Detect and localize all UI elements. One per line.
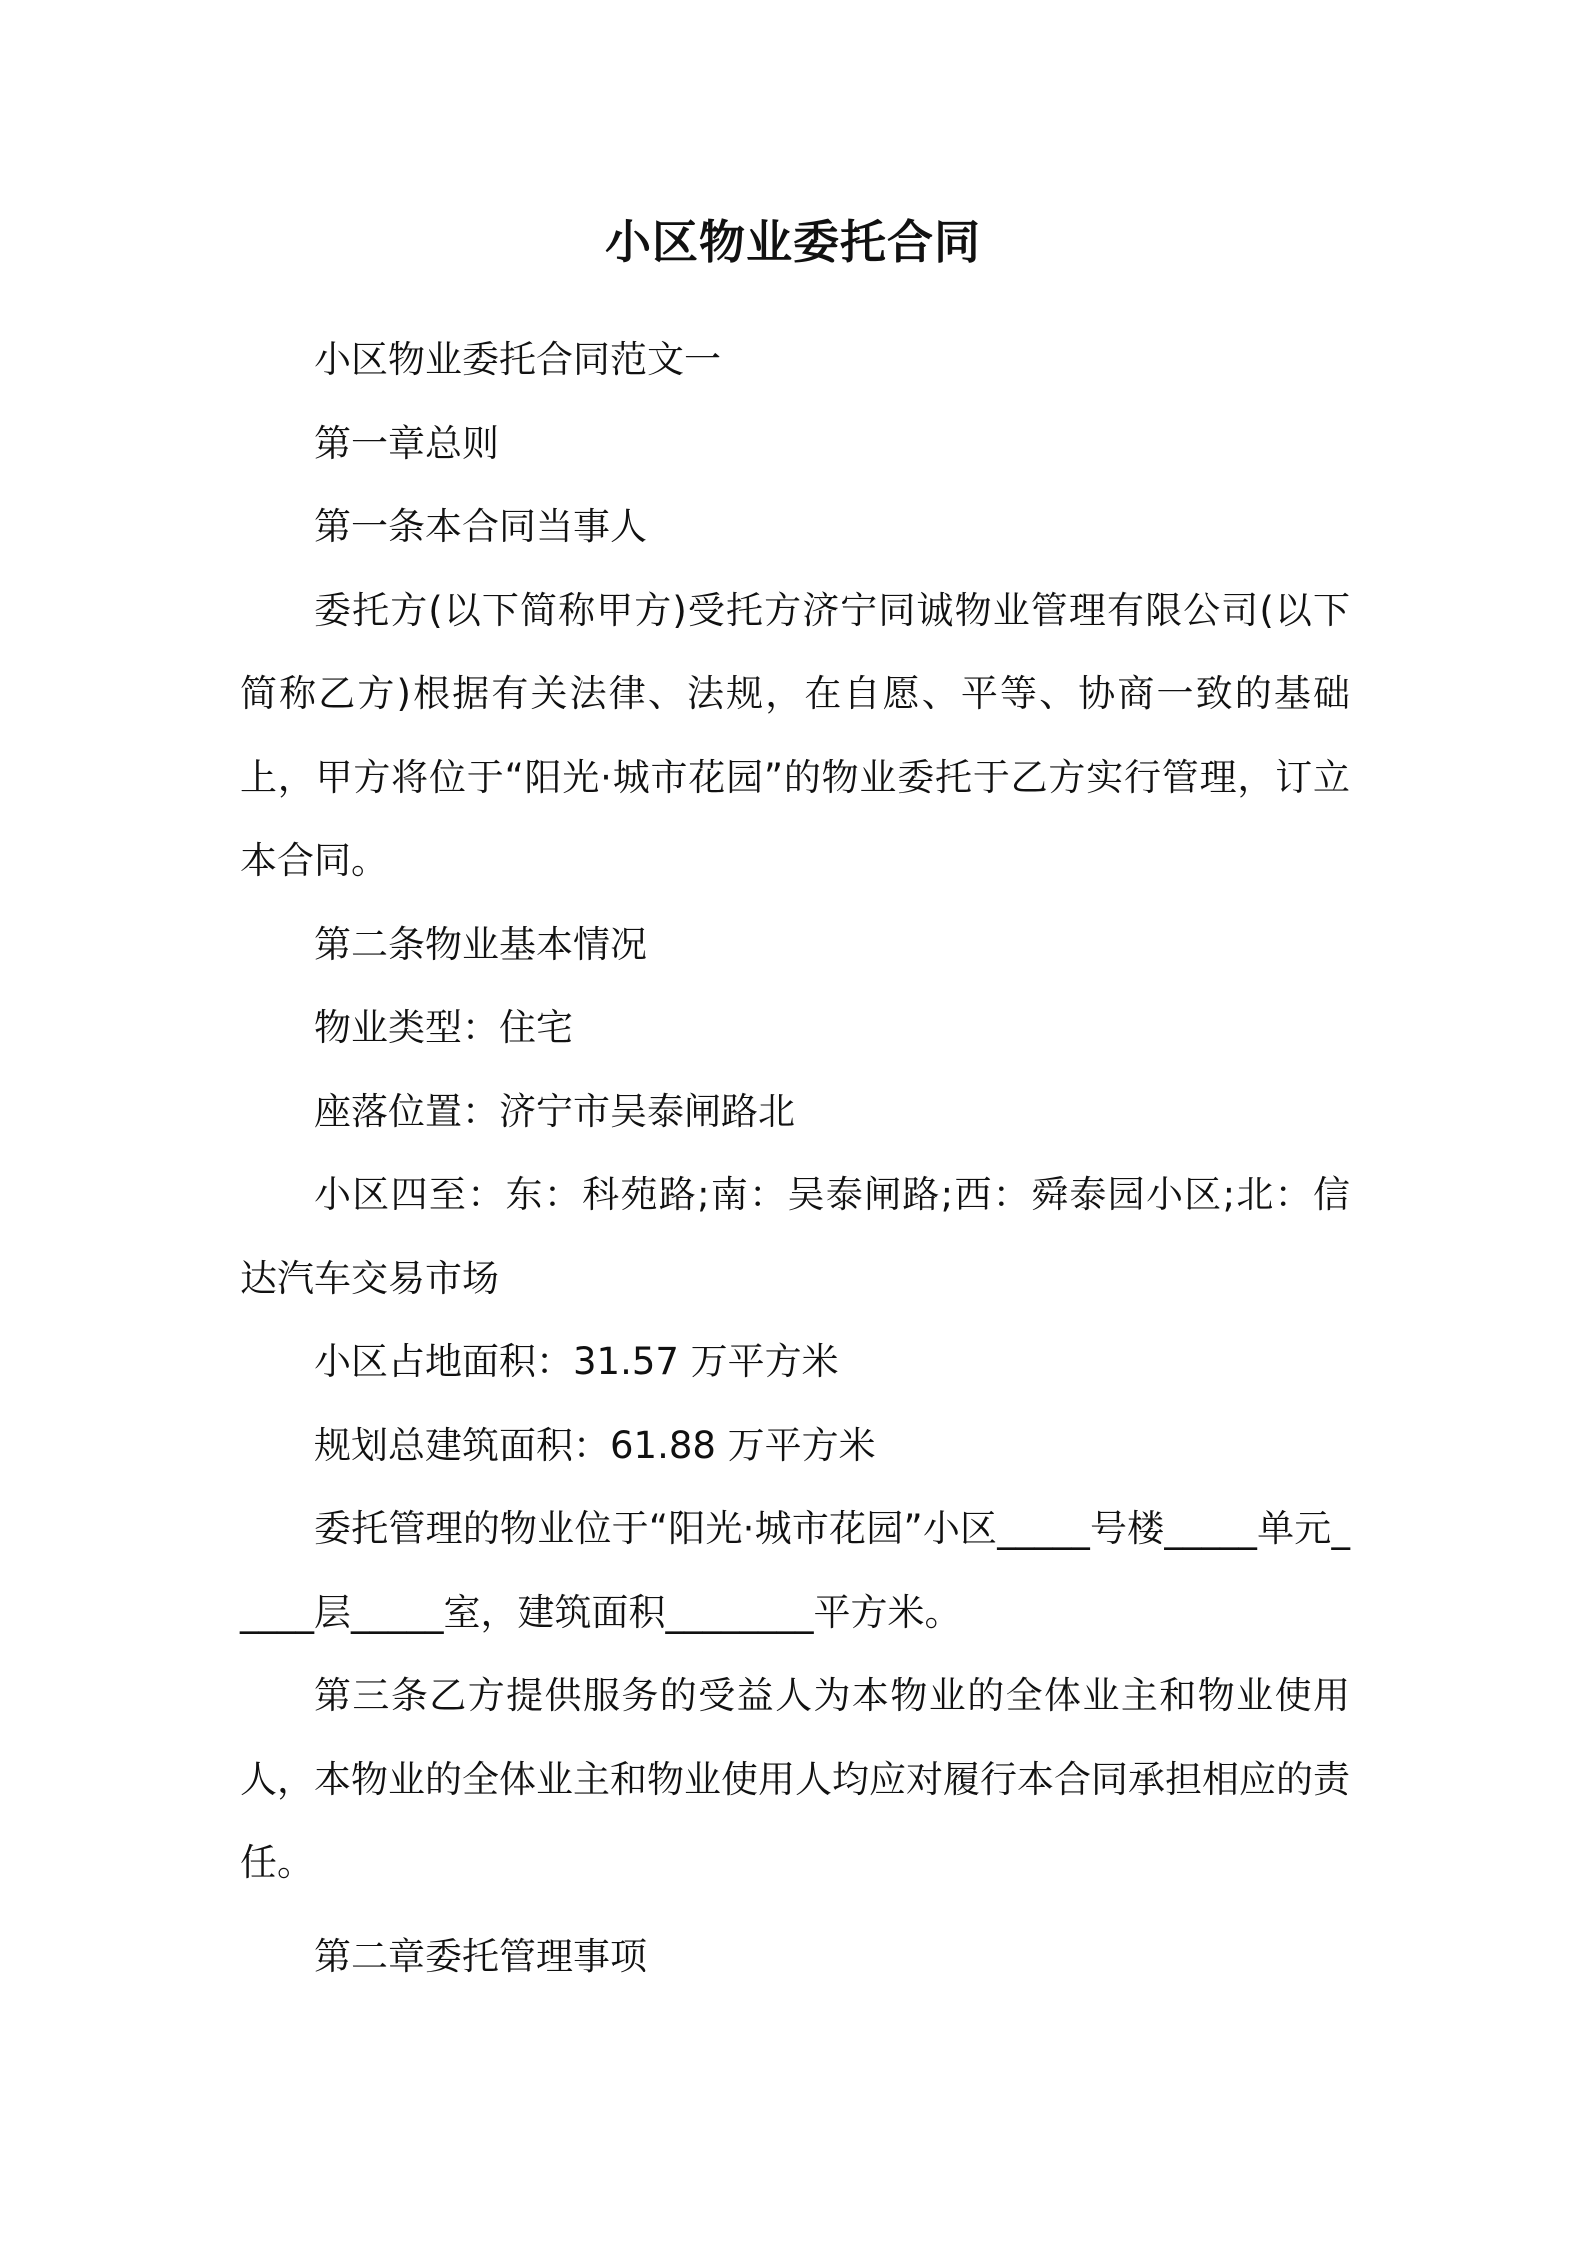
article-heading: 第一条本合同当事人	[314, 505, 647, 548]
document-body	[240, 318, 1350, 1998]
chapter-heading: 第二章委托管理事项	[314, 1934, 647, 1978]
property-location: 座落位置：济宁市吴泰闸路北	[314, 1089, 795, 1133]
chapter-heading: 第一章总则	[314, 421, 499, 465]
body-paragraph: 第三条乙方提供服务的受益人为本物业的全体业主和物业使用人，本物业的全体业主和物业使用人均应对履行本合同承担相应的责任。	[240, 1674, 1350, 1884]
building-area: 规划总建筑面积：61.88 万平方米	[314, 1423, 876, 1467]
managed-unit-paragraph: 委托管理的物业位于“阳光·城市花园”小区_____号楼_____单元_____层_____室，建筑面积________平方米。	[240, 1507, 1350, 1634]
property-boundaries: 小区四至：东：科苑路;南：吴泰闸路;西：舜泰园小区;北：信达汽车交易市场	[240, 1173, 1350, 1300]
land-area: 小区占地面积：31.57 万平方米	[314, 1340, 839, 1383]
paragraph-gap	[240, 1905, 1350, 1915]
body-paragraph: 委托方(以下简称甲方)受托方济宁同诚物业管理有限公司(以下简称乙方)根据有关法律、法规，在自愿、平等、协商一致的基础上，甲方将位于“阳光·城市花园”的物业委托于乙方实行管理，订立本合同。	[240, 588, 1350, 882]
property-type: 物业类型：住宅	[314, 1006, 573, 1049]
document-title: 小区物业委托合同	[605, 215, 981, 269]
section-heading: 小区物业委托合同范文一	[314, 338, 721, 381]
article-heading: 第二条物业基本情况	[314, 922, 647, 966]
